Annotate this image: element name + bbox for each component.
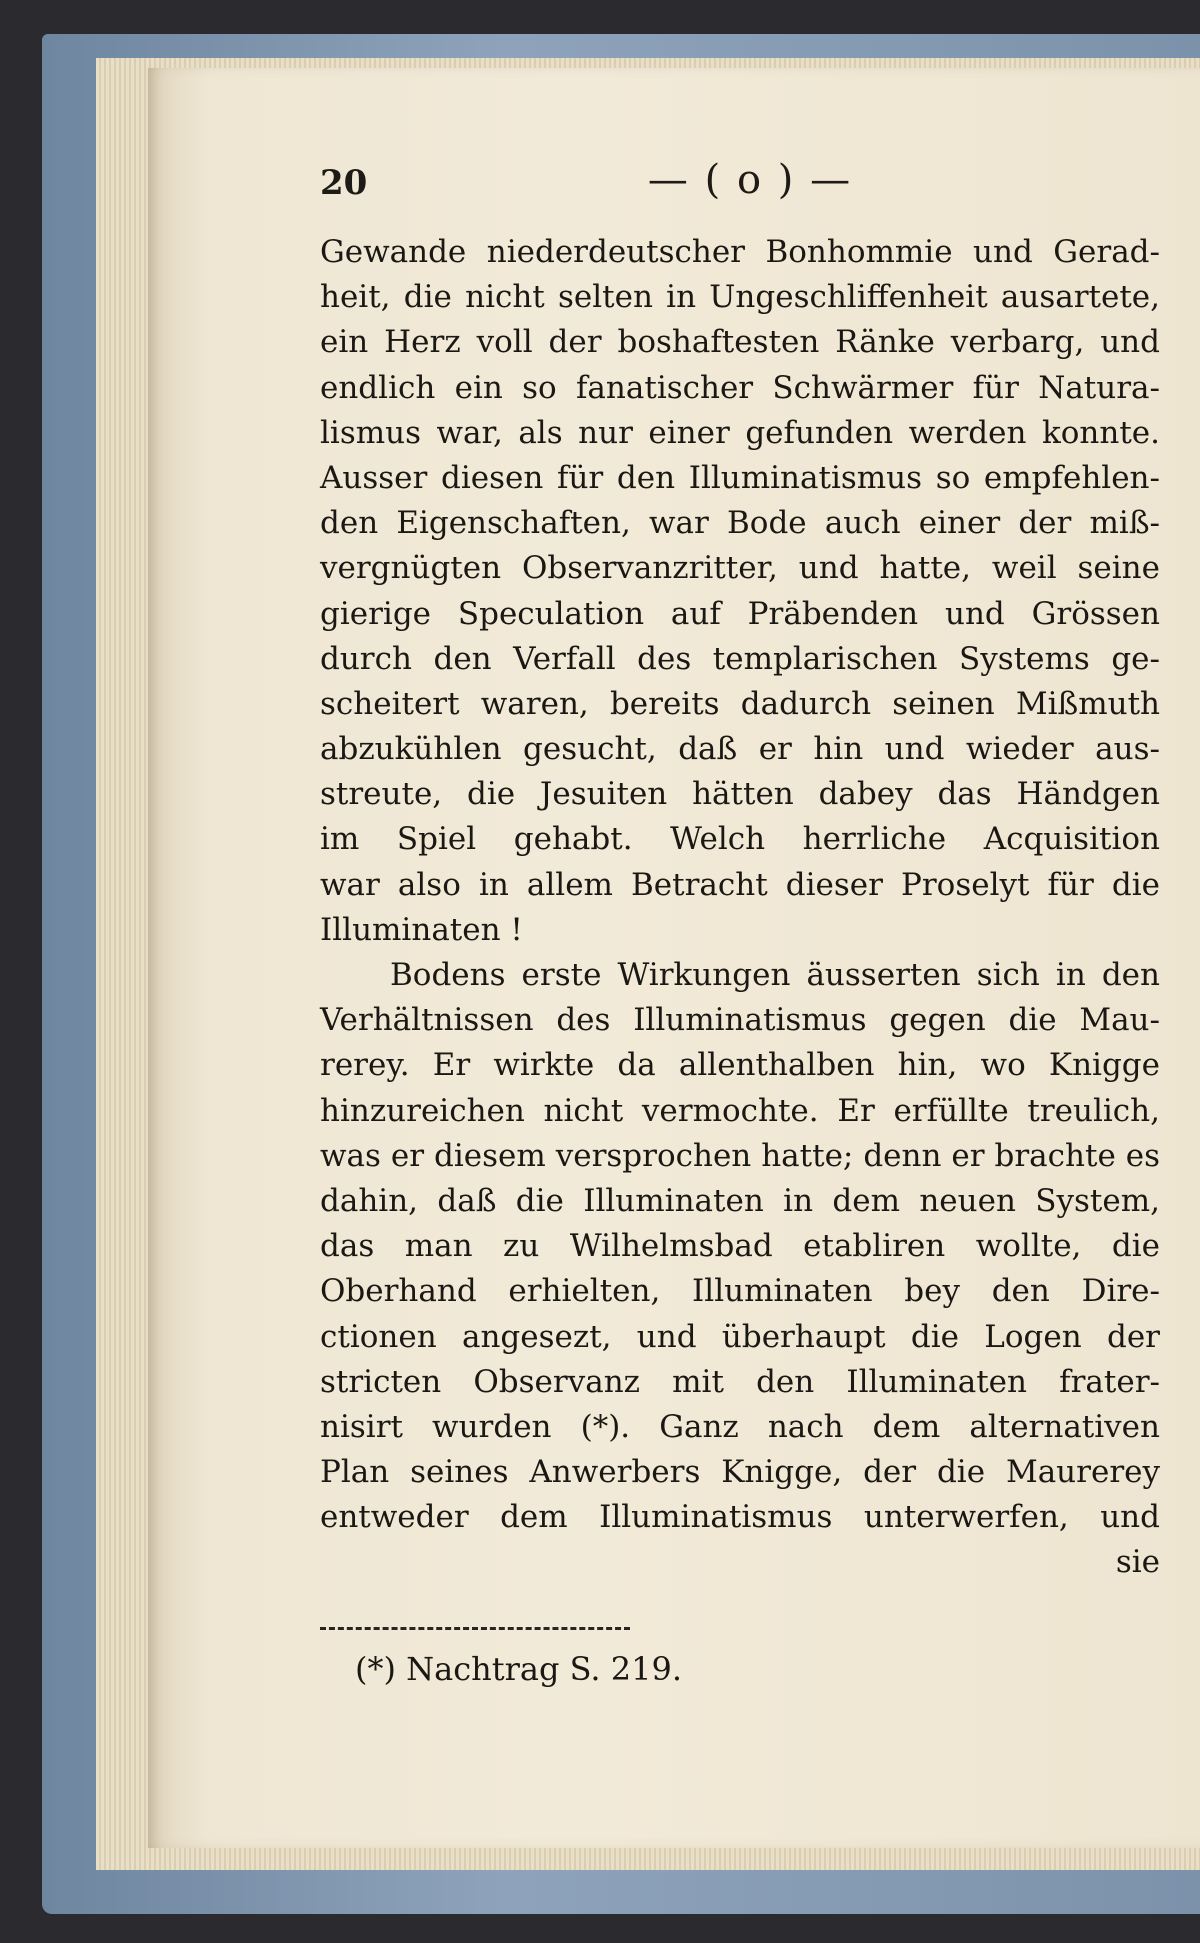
text-line: Plan seines Anwerbers Knigge, der die Maurerey xyxy=(320,1454,1160,1491)
text-line: rerey. Er wirkte da allenthalben hin, wo Knigge xyxy=(320,1047,1160,1084)
text-line: was er diesem versprochen hatte; denn er brachte es xyxy=(320,1137,1160,1174)
running-head: — ( o ) — xyxy=(647,157,853,203)
footnote-rule xyxy=(320,1627,630,1630)
text-line: scheitert waren, bereits dadurch seinen Mißmuth xyxy=(320,685,1160,722)
text-line: dahin, daß die Illuminaten in dem neuen System, xyxy=(320,1182,1160,1219)
text-line: entweder dem Illuminatismus unterwerfen, und xyxy=(320,1499,1160,1536)
catchword: sie xyxy=(1115,1544,1160,1581)
text-line: Bodens erste Wirkungen äusserten sich in den xyxy=(390,957,1160,993)
text-line: lismus war, als nur einer gefunden werden konnte. xyxy=(320,414,1160,451)
text-line: im Spiel gehabt. Welch herrliche Acquisition xyxy=(320,821,1160,858)
text-line: ein Herz voll der boshaftesten Ränke verbarg, und xyxy=(320,324,1160,361)
text-line: nisirt wurden (*). Ganz nach dem alternativen xyxy=(320,1408,1160,1445)
text-line: endlich ein so fanatischer Schwärmer für Natura- xyxy=(320,369,1160,406)
text-line: hinzureichen nicht vermochte. Er erfüllte treulich, xyxy=(320,1092,1160,1129)
text-line: heit, die nicht selten in Ungeschliffenheit ausartete, xyxy=(320,279,1160,316)
page-header xyxy=(320,155,1160,215)
text-line: Illuminaten ! xyxy=(320,911,523,948)
footnote: (*) Nachtrag S. 219. xyxy=(355,1650,683,1688)
text-line: den Eigenschaften, war Bode auch einer der miß- xyxy=(320,505,1160,542)
text-line: ctionen angesezt, und überhaupt die Logen der xyxy=(320,1318,1160,1355)
text-line: streute, die Jesuiten hätten dabey das Händgen xyxy=(320,776,1160,813)
text-line: Oberhand erhielten, Illuminaten bey den Dire- xyxy=(320,1273,1160,1310)
page-number: 20 xyxy=(320,163,368,203)
text-line: Verhältnissen des Illuminatismus gegen die Mau- xyxy=(320,1002,1160,1039)
text-line: Ausser diesen für den Illuminatismus so empfehlen- xyxy=(320,459,1160,496)
text-line: gierige Speculation auf Präbenden und Grössen xyxy=(320,595,1160,632)
text-line: das man zu Wilhelmsbad etabliren wollte, die xyxy=(320,1228,1160,1265)
text-line: stricten Observanz mit den Illuminaten frater- xyxy=(320,1363,1160,1400)
body-text xyxy=(320,230,1160,1586)
text-line: durch den Verfall des templarischen Systems ge- xyxy=(320,640,1160,677)
text-line: abzukühlen gesucht, daß er hin und wieder aus- xyxy=(320,731,1160,768)
text-line: vergnügten Observanzritter, und hatte, weil seine xyxy=(320,550,1160,587)
text-line: war also in allem Betracht dieser Proselyt für die xyxy=(320,866,1160,903)
text-line: Gewande niederdeutscher Bonhommie und Gerad- xyxy=(320,234,1160,270)
